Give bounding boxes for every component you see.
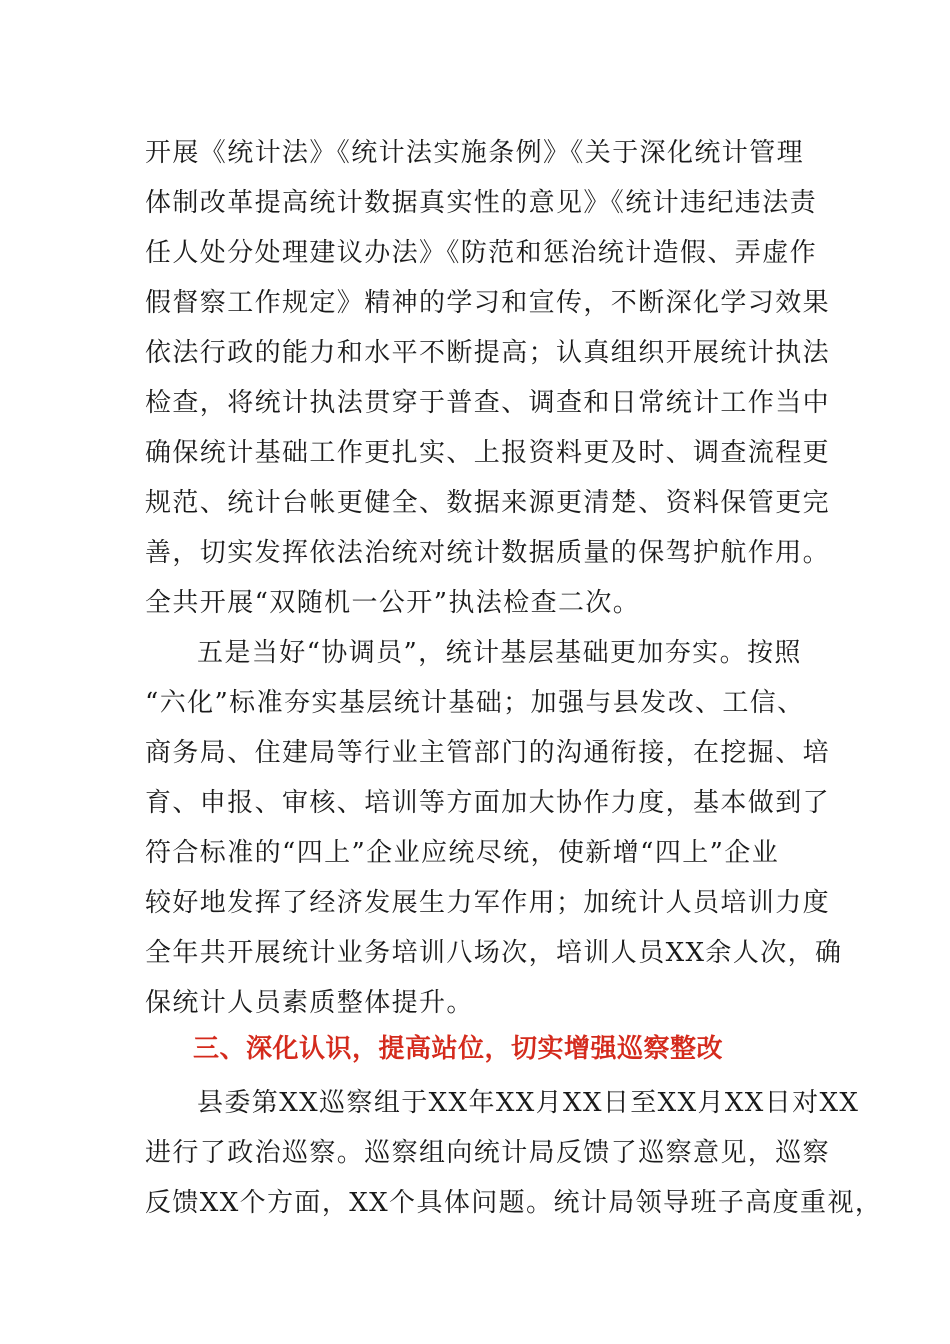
paragraph-2-line: 较好地发挥了经济发展生力军作用；加统计人员培训力度 <box>145 888 831 918</box>
paragraph-1-line: 确保统计基础工作更扎实、上报资料更及时、调查流程更 <box>145 438 831 468</box>
paragraph-1-line: 全共开展“双随机一公开”执法检查二次。 <box>145 588 641 618</box>
paragraph-2-line: 全年共开展统计业务培训八场次，培训人员XX余人次，确 <box>145 938 843 968</box>
paragraph-1-line: 规范、统计台帐更健全、数据来源更清楚、资料保管更完 <box>145 488 831 518</box>
paragraph-1-line: 善，切实发挥依法治统对统计数据质量的保驾护航作用。 <box>145 538 831 568</box>
paragraph-3-line: 进行了政治巡察。巡察组向统计局反馈了巡察意见，巡察 <box>145 1138 831 1168</box>
paragraph-1-line: 体制改革提高统计数据真实性的意见》《统计违纪违法责 <box>145 188 818 218</box>
paragraph-2-line: 符合标准的“四上”企业应统尽统，使新增“四上”企业 <box>145 838 780 868</box>
paragraph-2-line: 保统计人员素质整体提升。 <box>145 988 474 1018</box>
paragraph-1-line: 任人处分处理建议办法》《防范和惩治统计造假、弄虚作 <box>145 238 818 268</box>
section-heading: 三、深化认识，提高站位，切实增强巡察整改 <box>193 1034 724 1064</box>
paragraph-1-line: 开展《统计法》《统计法实施条例》《关于深化统计管理 <box>145 138 805 168</box>
paragraph-2-line: 商务局、住建局等行业主管部门的沟通衔接，在挖掘、培 <box>145 738 831 768</box>
paragraph-2-line: 五是当好“协调员”，统计基层基础更加夯实。按照 <box>197 638 802 668</box>
paragraph-3-line: 反馈XX个方面，XX个具体问题。统计局领导班子高度重视， <box>145 1188 883 1218</box>
paragraph-1-line: 依法行政的能力和水平不断提高；认真组织开展统计执法 <box>145 338 831 368</box>
paragraph-2-line: 育、申报、审核、培训等方面加大协作力度，基本做到了 <box>145 788 831 818</box>
paragraph-3-line: 县委第XX巡察组于XX年XX月XX日至XX月XX日对XX <box>197 1088 860 1118</box>
paragraph-1-line: 检查，将统计执法贯穿于普查、调查和日常统计工作当中 <box>145 388 831 418</box>
paragraph-2-line: “六化”标准夯实基层统计基础；加强与县发改、工信、 <box>145 688 805 718</box>
paragraph-1-line: 假督察工作规定》精神的学习和宣传，不断深化学习效果 <box>145 288 831 318</box>
